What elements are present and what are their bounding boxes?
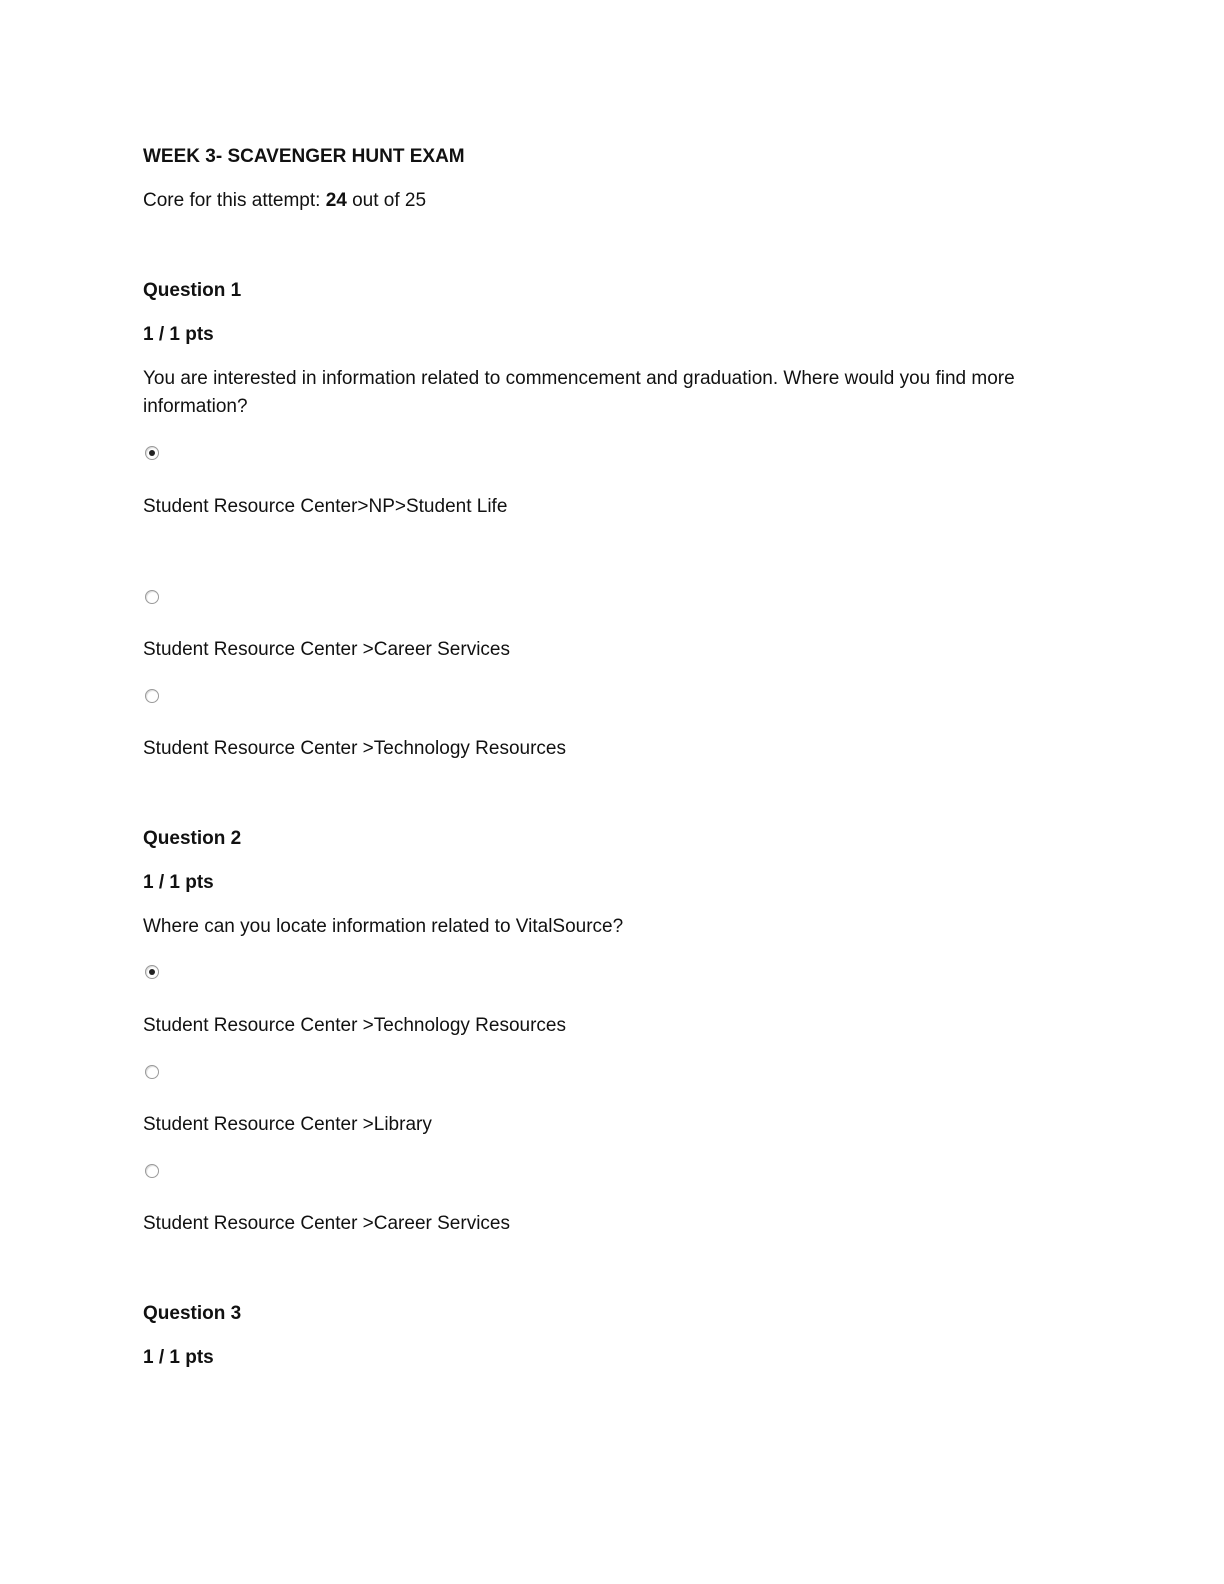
answer-label: Student Resource Center >Career Services: [143, 1213, 510, 1234]
answer-label: Student Resource Center >Technology Resources: [143, 1015, 566, 1036]
score-suffix: out of 25: [346, 190, 427, 211]
radio-button[interactable]: [145, 1065, 159, 1079]
answer-label: Student Resource Center >Library: [143, 1114, 432, 1135]
radio-button[interactable]: [145, 689, 159, 703]
score-value: 24: [325, 190, 347, 211]
question-text: Where can you locate information related to VitalSource?: [143, 916, 624, 937]
question-label: Question 3: [143, 1303, 242, 1324]
answer-label: Student Resource Center >Technology Resources: [143, 738, 566, 759]
radio-button[interactable]: [145, 590, 159, 604]
score-line: [143, 189, 426, 213]
radio-button-selected[interactable]: [145, 965, 159, 979]
radio-button-selected[interactable]: [145, 446, 159, 460]
answer-label: Student Resource Center>NP>Student Life: [143, 496, 508, 517]
radio-button[interactable]: [145, 1164, 159, 1178]
question-text: You are interested in information related to commencement and graduation. Where would you find more information?: [143, 368, 1015, 417]
question-points: 1 / 1 pts: [143, 1347, 214, 1368]
score-prefix: Core for this attempt:: [143, 190, 326, 211]
question-points: 1 / 1 pts: [143, 324, 214, 345]
answer-label: Student Resource Center >Career Services: [143, 639, 510, 660]
question-label: Question 1: [143, 280, 242, 301]
question-label: Question 2: [143, 828, 242, 849]
exam-title: WEEK 3- SCAVENGER HUNT EXAM: [143, 146, 465, 167]
question-points: 1 / 1 pts: [143, 872, 214, 893]
